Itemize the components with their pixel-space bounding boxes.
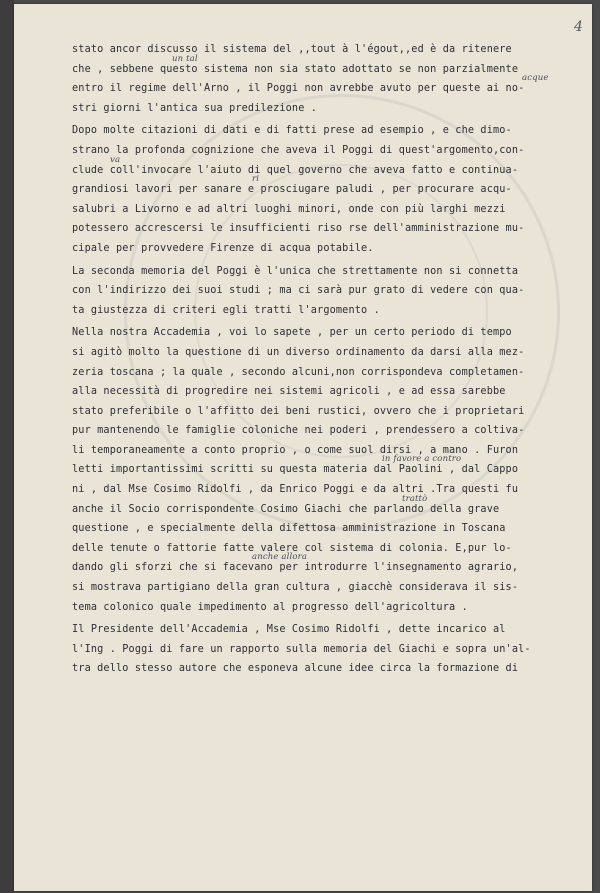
text-line: strano la profonda cognizione che aveva il Poggi di quest'argomento,con- — [72, 144, 525, 156]
text-line: salubri a Livorno e ad altri luoghi minori, onde con più larghi mezzi — [72, 203, 506, 215]
handwritten-correction: ri — [252, 174, 260, 185]
text-line: cipale per provvedere Firenze di acqua potabile. — [72, 242, 374, 254]
text-line: ta giustezza di criteri egli tratti l'argomento . — [72, 304, 380, 316]
text-line: che , sebbene questo sistema non sia stato adottato se non parzialmente un tal — [72, 60, 592, 80]
text-line: ni , dal Mse Cosimo Ridolfi , da Enrico Poggi e da altri .Tra questi fu — [72, 484, 519, 496]
text-line: si mostrava partigiano della gran cultura , giacchè considerava il sis- — [72, 582, 519, 594]
scan-border — [0, 0, 14, 893]
text-line: Nella nostra Accademia , voi lo sapete , per un certo periodo di tempo — [72, 327, 512, 339]
text-line: tema colonico quale impedimento al progresso dell'agricoltura . — [72, 601, 468, 613]
text-line: stato ancor discusso il sistema del ,,tout à l'égout,,ed è da ritenere — [72, 44, 512, 55]
text-line: anche il Socio corrispondente Cosimo Giachi che parlando della grave trattò — [72, 500, 592, 520]
text-line: l'Ing . Poggi di fare un rapporto sulla memoria del Giachi e sopra un'al- — [72, 643, 531, 655]
handwritten-correction: in favore a contro — [382, 454, 462, 465]
text-line: letti importantissimi scritti su questa materia dal Paolini , dal Cappo in favore a contro — [72, 460, 592, 480]
text-line: tra dello stesso autore che esponeva alcune idee circa la formazione di — [72, 663, 519, 675]
text-line: stri giorni l'antica sua predilezione . — [72, 102, 318, 114]
text-line: delle tenute o fattorie fatte valere col sistema di colonia. E,pur lo- — [72, 542, 512, 554]
text-line: clude coll'invocare l'aiuto di quel governo che aveva fatto e continua- va — [72, 161, 592, 181]
text-line: con l'indirizzo dei suoi studi ; ma ci sarà pur grato di vedere con qua- — [72, 285, 525, 297]
text-line: stato preferibile o l'affitto dei beni rustici, ovvero che i proprietari — [72, 405, 525, 417]
text-line: questione , e specialmente della difettosa amministrazione in Toscana — [72, 523, 506, 535]
text-line: La seconda memoria del Poggi è l'unica che strettamente non si connetta — [72, 265, 519, 277]
text-line: zeria toscana ; la quale , secondo alcuni,non corrispondeva completamen- — [72, 366, 525, 378]
text-line: entro il regime dell'Arno , il Poggi non avrebbe avuto per queste ai no- acque — [72, 79, 592, 99]
text-line: grandiosi lavori per sanare e prosciugare paludi , per procurare acqu- ri — [72, 180, 592, 200]
text-line: potessero accrescersi le insufficienti riso rse dell'amministrazione mu- — [72, 223, 525, 235]
text-line: Dopo molte citazioni di dati e di fatti prese ad esempio , e che dimo- — [72, 125, 512, 137]
text-line: Il Presidente dell'Accademia , Mse Cosimo Ridolfi , dette incarico al — [72, 624, 506, 636]
text-line: li temporaneamente a conto proprio , o come suol dirsi , a mano . Furon — [72, 444, 519, 456]
handwritten-correction: acque — [522, 73, 549, 84]
handwritten-correction: va — [110, 154, 121, 165]
typewritten-body — [72, 40, 592, 679]
page-number: 4 — [574, 19, 583, 35]
handwritten-correction: trattò — [402, 493, 428, 504]
document-page — [14, 4, 592, 891]
text-line: dando gli sforzi che si facevano per introdurre l'insegnamento agrario, anche allora — [72, 558, 592, 578]
handwritten-correction: anche allora — [252, 552, 308, 563]
text-line: pur mantenendo le famiglie coloniche nei poderi , prendessero a coltiva- — [72, 425, 525, 437]
handwritten-correction: un tal — [172, 53, 198, 64]
text-line: si agitò molto la questione di un diverso ordinamento da darsi alla mez- — [72, 346, 525, 358]
text-line: alla necessità di progredire nei sistemi agricoli , e ad essa sarebbe — [72, 386, 506, 398]
